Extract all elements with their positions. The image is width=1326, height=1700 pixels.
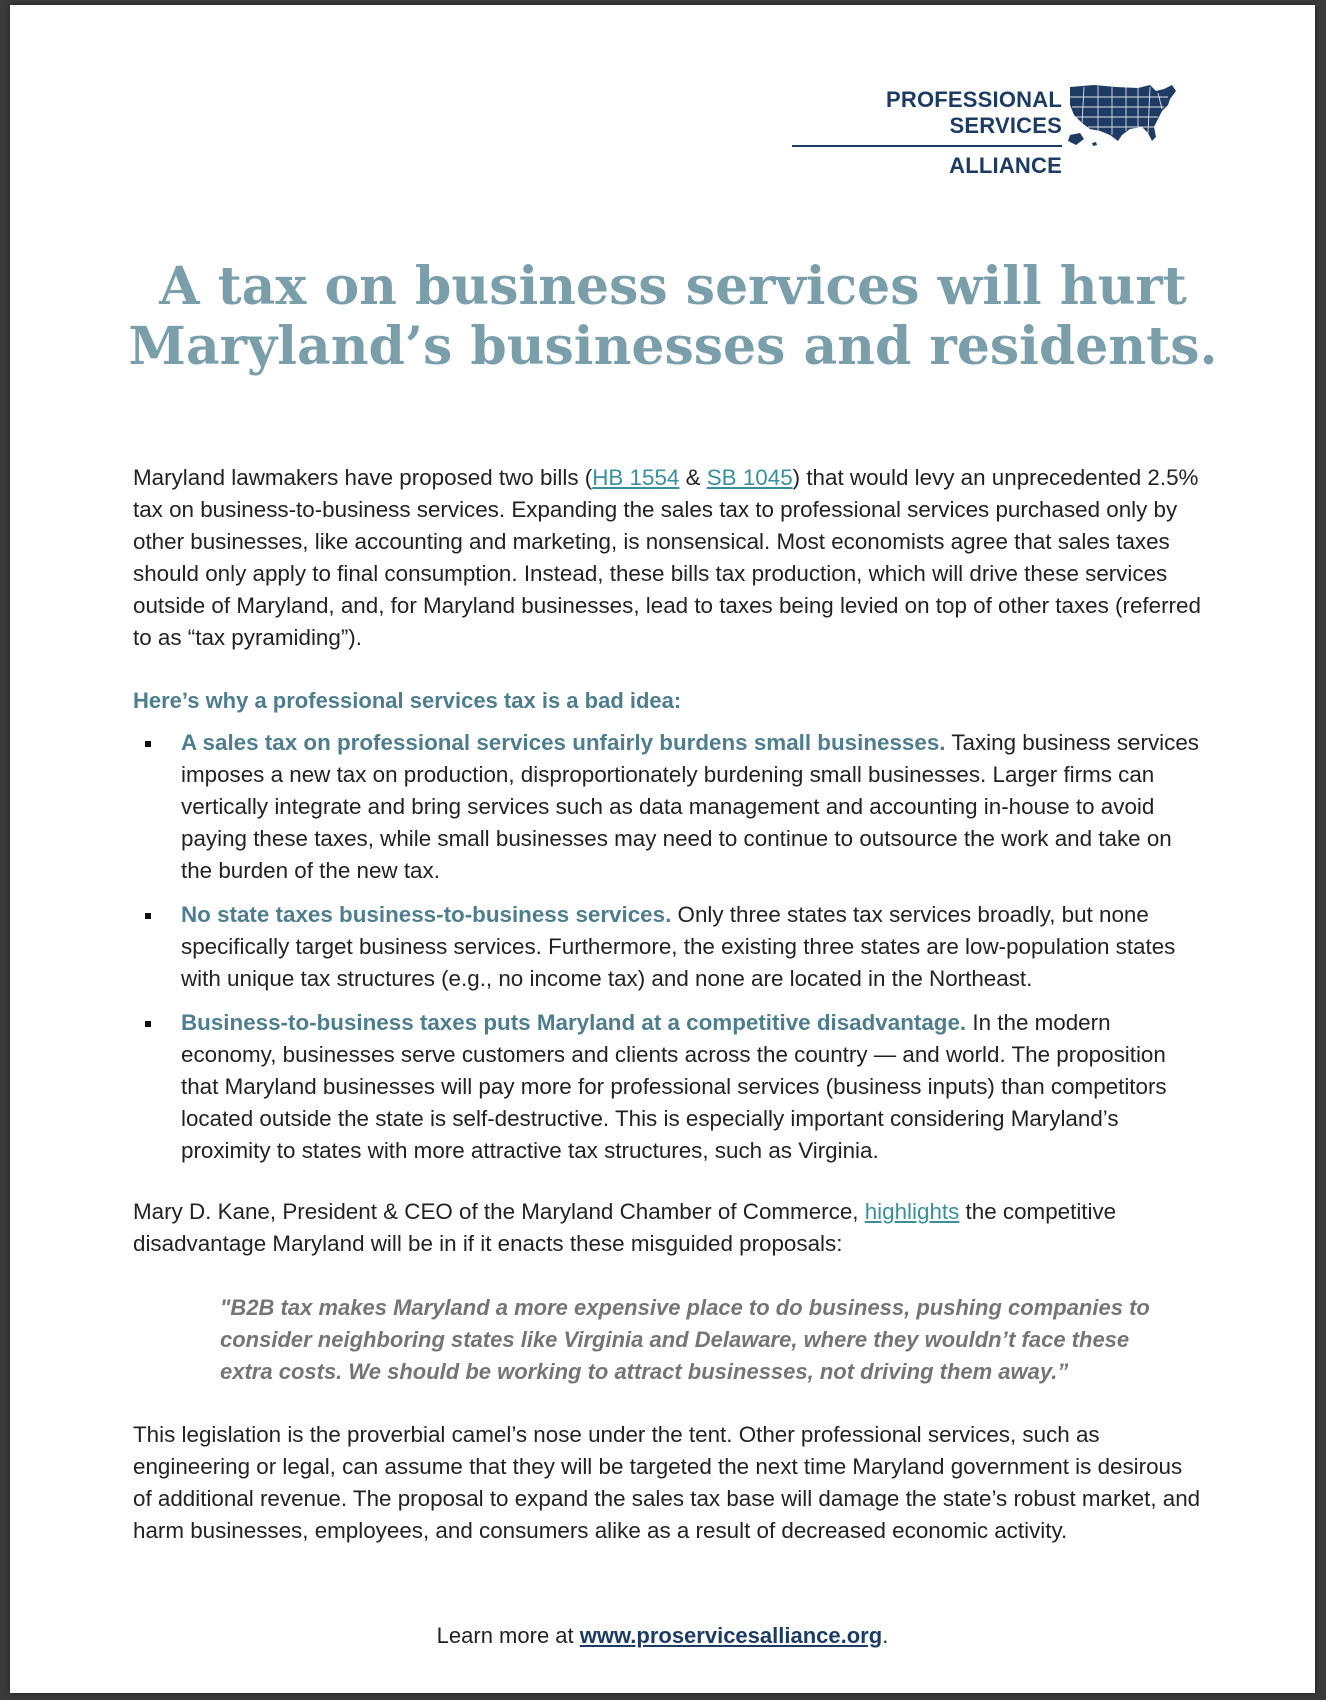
alliance-logo <box>792 79 1192 178</box>
usa-map-icon <box>1064 79 1182 151</box>
bullet-heading: A sales tax on professional services unfairly burdens small businesses. <box>181 730 946 755</box>
logo-line-2: ALLIANCE <box>949 153 1062 178</box>
intro-amp: & <box>679 465 707 490</box>
bullet-square-icon <box>145 913 151 919</box>
footer-text: Learn more at <box>436 1623 580 1648</box>
bullet-square-icon <box>145 741 151 747</box>
kane-text-pre: Mary D. Kane, President & CEO of the Maryland Chamber of Commerce, <box>133 1199 865 1224</box>
intro-text-pre: Maryland lawmakers have proposed two bills ( <box>133 465 593 490</box>
highlights-link[interactable]: highlights <box>864 1199 960 1224</box>
closing-paragraph: This legislation is the proverbial camel’s nose under the tent. Other professional services, such as engineering or legal, can assume that they will be targeted the next time Maryland government is desirous of additional revenue. The proposal to expand the sales tax base will damage the state’s robust market, and harm businesses, employees, and consumers alike as a result of decreased economic activity. <box>133 1422 1201 1543</box>
website-link[interactable]: www.proservicesalliance.org <box>579 1623 883 1648</box>
logo-line-1: PROFESSIONAL SERVICES <box>792 87 1062 147</box>
intro-paragraph <box>133 462 1201 654</box>
list-item <box>133 727 1203 887</box>
bullet-text: Only three states tax services broadly, but none specifically target business services. Furthermore, the existing three states are low-population states with unique tax structures (e.g., no income tax) and none are located in the Northeast. <box>181 902 1176 991</box>
title-line-1: A tax on business services will hurt <box>159 256 1187 317</box>
list-item <box>133 899 1203 995</box>
intro-text-post: ) that would levy an unprecedented 2.5% tax on business-to-business services. Expanding the sales tax to professional services purchased only by other businesses, like accounting and marketing, is nonsensical. Most economists agree that sales taxes should only apply to final consumption. Instead, these bills tax production, which will drive these services outside of Maryland, and, for Maryland businesses, lead to taxes being levied on top of other taxes (referred to as “tax pyramiding”). <box>133 465 1201 650</box>
sb-1045-link[interactable]: SB 1045 <box>706 465 793 490</box>
document-page <box>10 5 1315 1693</box>
page-title <box>100 257 1246 377</box>
footer <box>10 1623 1315 1649</box>
bullet-text: Taxing business services imposes a new tax on production, disproportionately burdening small businesses. Larger firms can vertically integrate and bring services such as data management and accounting in-house to avoid paying these taxes, while small businesses may need to continue to outsource the work and take on the burden of the new tax. <box>181 730 1199 883</box>
kane-text-post: the competitive disadvantage Maryland will be in if it enacts these misguided proposals: <box>133 1199 1117 1256</box>
bullet-text: In the modern economy, businesses serve customers and clients across the country — and world. The proposition that Maryland businesses will pay more for professional services (business inputs) than competitors located outside the state is self-destructive. This is especially important considering Maryland’s proximity to states with more attractive tax structures, such as Virginia. <box>181 1010 1167 1163</box>
hb-1554-link[interactable]: HB 1554 <box>592 465 680 490</box>
bullet-heading: Business-to-business taxes puts Maryland at a competitive disadvantage. <box>181 1010 967 1035</box>
kane-paragraph <box>133 1196 1201 1260</box>
bullet-heading: No state taxes business-to-business services. <box>181 902 672 927</box>
why-heading: Here’s why a professional services tax is a bad idea: <box>133 688 682 713</box>
footer-period: . <box>882 1623 889 1648</box>
kane-quote: "B2B tax makes Maryland a more expensive place to do business, pushing companies to consider neighboring states like Virginia and Delaware, where they wouldn’t face these extra costs. We should be working to attract businesses, not driving them away.” <box>220 1295 1150 1384</box>
bullet-square-icon <box>145 1021 151 1027</box>
title-line-2: Maryland’s businesses and residents. <box>128 316 1218 377</box>
list-item <box>133 1007 1203 1167</box>
reasons-list <box>133 727 1203 1167</box>
logo-wordmark <box>792 87 1062 179</box>
